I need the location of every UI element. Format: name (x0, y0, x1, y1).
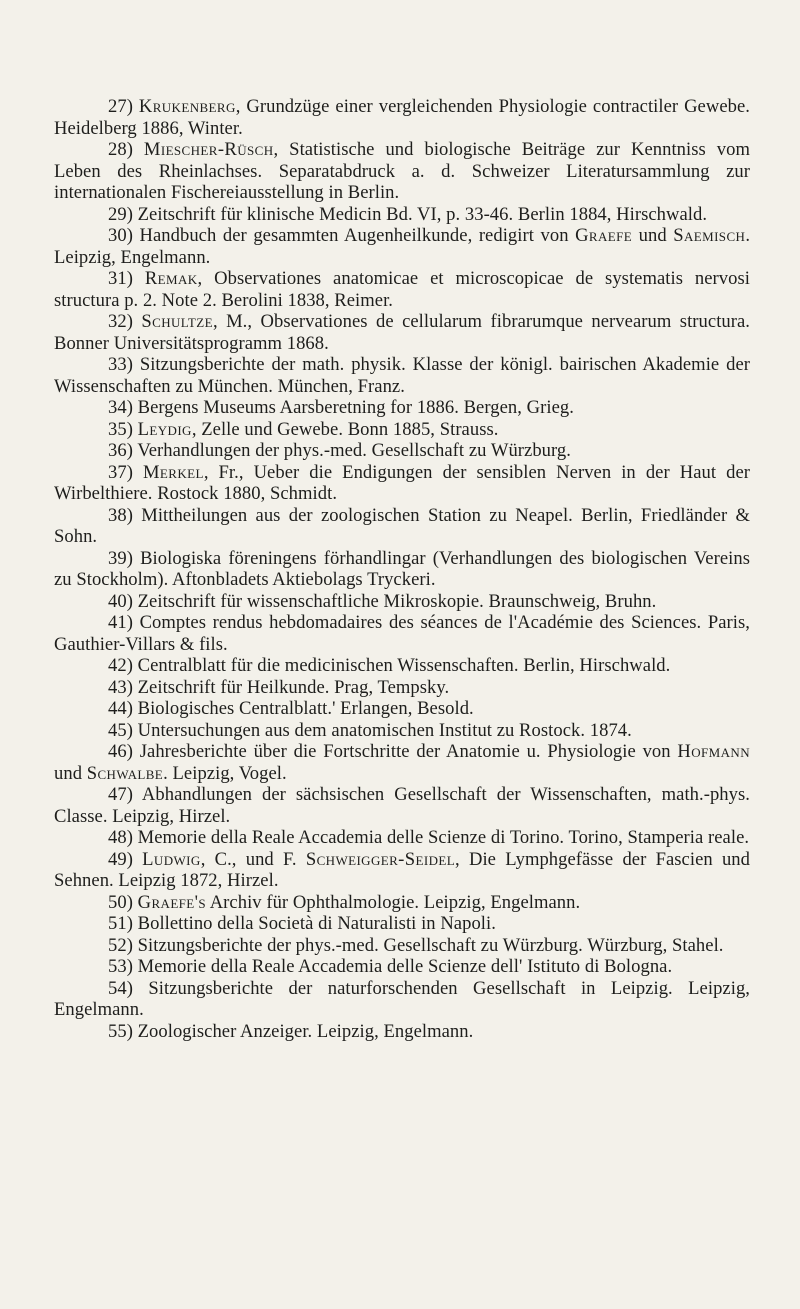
entry-text: , Observationes anatomicae et microscopicae de systematis nervosi structura p. 2. Note 2. Berolini 1838, Reimer. (54, 268, 750, 311)
entry-text: , Fr., Ueber die Endigungen der sensiblen Nerven in der Haut der Wirbelthiere. Rostock 1880, Schmidt. (54, 461, 751, 504)
author-name: Krukenberg (138, 96, 236, 117)
bibliography-entry (54, 462, 750, 505)
author-name: Leydig (137, 418, 192, 440)
bibliography-entry (54, 956, 750, 978)
entry-text: Zeitschrift für klinische Medicin Bd. VI, p. 33-46. Berlin 1884, Hirschwald. (137, 203, 708, 225)
entry-number: 53) (108, 956, 133, 977)
entry-text: Zeitschrift für Heilkunde. Prag, Tempsky. (137, 676, 450, 698)
entry-text: Sitzungsberichte der naturforschenden Gesellschaft in Leipzig. Leipzig, Engelmann. (54, 977, 750, 1020)
entry-number: 47) (108, 784, 133, 805)
author-name: Saemisch (673, 225, 746, 246)
entry-number: 51) (108, 913, 133, 934)
bibliography-entry (54, 935, 750, 957)
entry-number: 36) (108, 440, 133, 461)
entry-text: Comptes rendus hebdomadaires des séances de l'Académie des Sciences. Paris, Gauthier-Villars & fils. (54, 612, 750, 655)
entry-number: 35) (108, 418, 133, 440)
entry-number: 30) (108, 225, 133, 246)
entry-text: Zeitschrift für wissenschaftliche Mikroskopie. Braunschweig, Bruhn. (137, 590, 657, 612)
entry-text: Handbuch der gesammten Augenheilkunde, redigirt von (139, 225, 576, 246)
bibliography-entry (54, 591, 750, 613)
entry-text: Memorie della Reale Accademia delle Scienze di Torino. Torino, Stamperia reale. (137, 827, 750, 848)
bibliography-entry (54, 311, 750, 354)
bibliography-entry (54, 440, 750, 462)
author-name: Schwalbe (86, 762, 164, 784)
entry-number: 43) (108, 676, 133, 698)
entry-text: Abhandlungen der sächsischen Gesellschaft der Wissenschaften, math.-phys. Classe. Leipzig, Hirzel. (54, 784, 750, 827)
bibliography-entry (54, 96, 750, 139)
entry-number: 46) (108, 741, 133, 762)
entry-number: 32) (108, 311, 133, 332)
author-name: Graefe (575, 225, 633, 246)
bibliography-entry (54, 677, 750, 699)
entry-number: 31) (108, 268, 133, 289)
author-name: Ludwig (142, 848, 201, 870)
entry-number: 44) (108, 698, 133, 719)
bibliography-entry (54, 892, 750, 914)
bibliography-entry (54, 225, 750, 268)
bibliography-entry (54, 397, 750, 419)
entry-number: 49) (108, 848, 133, 870)
bibliography-entry (54, 720, 750, 742)
entry-number: 29) (108, 203, 133, 225)
author-name: Hofmann (677, 741, 750, 762)
bibliography-entry (54, 913, 750, 935)
entry-number: 34) (108, 397, 133, 418)
bibliography-entry (54, 849, 750, 892)
entry-number: 45) (108, 719, 133, 741)
bibliography-entry (54, 698, 750, 720)
bibliography-entry (54, 204, 750, 226)
author-name: Schultze (141, 311, 213, 332)
entry-number: 38) (108, 504, 133, 526)
entry-number: 52) (108, 934, 133, 956)
bibliography-entry (54, 612, 750, 655)
entry-number: 48) (108, 827, 133, 848)
entry-number: 41) (108, 612, 133, 633)
entry-number: 55) (108, 1020, 133, 1042)
entry-text: , Statistische und biologische Beiträge zur Kenntniss vom Leben des Rheinlachses. Separatabdruck a. d. Schweizer Literatursammlung zur internationalen Fischereiausstellung in Berlin. (54, 139, 750, 203)
entry-text: Biologiska föreningens förhandlingar (Verhandlungen des biologischen Vereins zu Stockholm). Aftonbladets Aktiebolags Tryckeri. (54, 547, 750, 590)
entry-number: 37) (108, 461, 133, 483)
entry-text: . Leipzig, Engelmann. (54, 225, 751, 268)
bibliography-entry (54, 1021, 750, 1043)
entry-text: und (632, 225, 674, 246)
entry-text: , Grundzüge einer vergleichenden Physiologie contractiler Gewebe. Heidelberg 1886, Winter. (54, 96, 750, 139)
bibliography-entry (54, 741, 750, 784)
entry-text: Sitzungsberichte der math. physik. Klasse der königl. bairischen Akademie der Wissenschaften zu München. München, Franz. (54, 354, 750, 397)
entry-text: Archiv für Ophthalmologie. Leipzig, Engelmann. (206, 891, 581, 913)
entry-text: Mittheilungen aus der zoologischen Station zu Neapel. Berlin, Friedländer & Sohn. (54, 504, 750, 547)
entry-text: und (54, 762, 87, 784)
entry-number: 39) (108, 547, 133, 569)
entry-text: Bergens Museums Aarsberetning for 1886. Bergen, Grieg. (137, 397, 574, 418)
entry-text: Bollettino della Società di Naturalisti in Napoli. (137, 913, 496, 934)
entry-text: Sitzungsberichte der phys.-med. Gesellschaft zu Würzburg. Würzburg, Stahel. (137, 934, 724, 956)
entry-text: Jahresberichte über die Fortschritte der Anatomie u. Physiologie von (139, 741, 678, 762)
entry-text: , C., und F. (200, 848, 306, 870)
entry-text: Biologisches Centralblatt.' Erlangen, Besold. (137, 698, 474, 719)
entry-text: . Leipzig, Vogel. (163, 762, 287, 784)
entry-text: Memorie della Reale Accademia delle Scienze dell' Istituto di Bologna. (137, 956, 673, 977)
entry-text: , Die Lymphgefässe der Fascien und Sehnen. Leipzig 1872, Hirzel. (54, 848, 750, 891)
entry-text: Verhandlungen der phys.-med. Gesellschaft zu Würzburg. (137, 440, 571, 461)
entry-number: 27) (108, 96, 133, 117)
bibliography-entry (54, 419, 750, 441)
entry-text: Zoologischer Anzeiger. Leipzig, Engelmann. (137, 1020, 474, 1042)
entry-number: 40) (108, 590, 133, 612)
author-name: Schweigger-Seidel (305, 848, 456, 870)
entry-number: 42) (108, 655, 133, 676)
entry-number: 54) (108, 977, 133, 999)
author-name: Remak (144, 268, 198, 289)
entry-number: 28) (108, 139, 133, 160)
bibliography-entry (54, 268, 750, 311)
entry-text: , M., Observationes de cellularum fibrarumque nervearum structura. Bonner Universitätsprogramm 1868. (54, 311, 750, 354)
bibliography-entry (54, 978, 750, 1021)
bibliography-entry (54, 354, 750, 397)
entry-number: 50) (108, 891, 133, 913)
author-name: Graefe's (137, 891, 207, 913)
entry-text: , Zelle und Gewebe. Bonn 1885, Strauss. (191, 418, 499, 440)
bibliography-entry (54, 139, 750, 204)
author-name: Miescher-Rüsch (143, 139, 274, 160)
author-name: Merkel (142, 461, 204, 483)
entry-number: 33) (108, 354, 133, 375)
bibliography-entry (54, 784, 750, 827)
entry-text: Centralblatt für die medicinischen Wissenschaften. Berlin, Hirschwald. (137, 655, 671, 676)
bibliography-entry (54, 655, 750, 677)
bibliography-list (54, 96, 750, 1042)
bibliography-entry (54, 505, 750, 548)
bibliography-entry (54, 827, 750, 849)
bibliography-entry (54, 548, 750, 591)
entry-text: Untersuchungen aus dem anatomischen Institut zu Rostock. 1874. (137, 719, 632, 741)
